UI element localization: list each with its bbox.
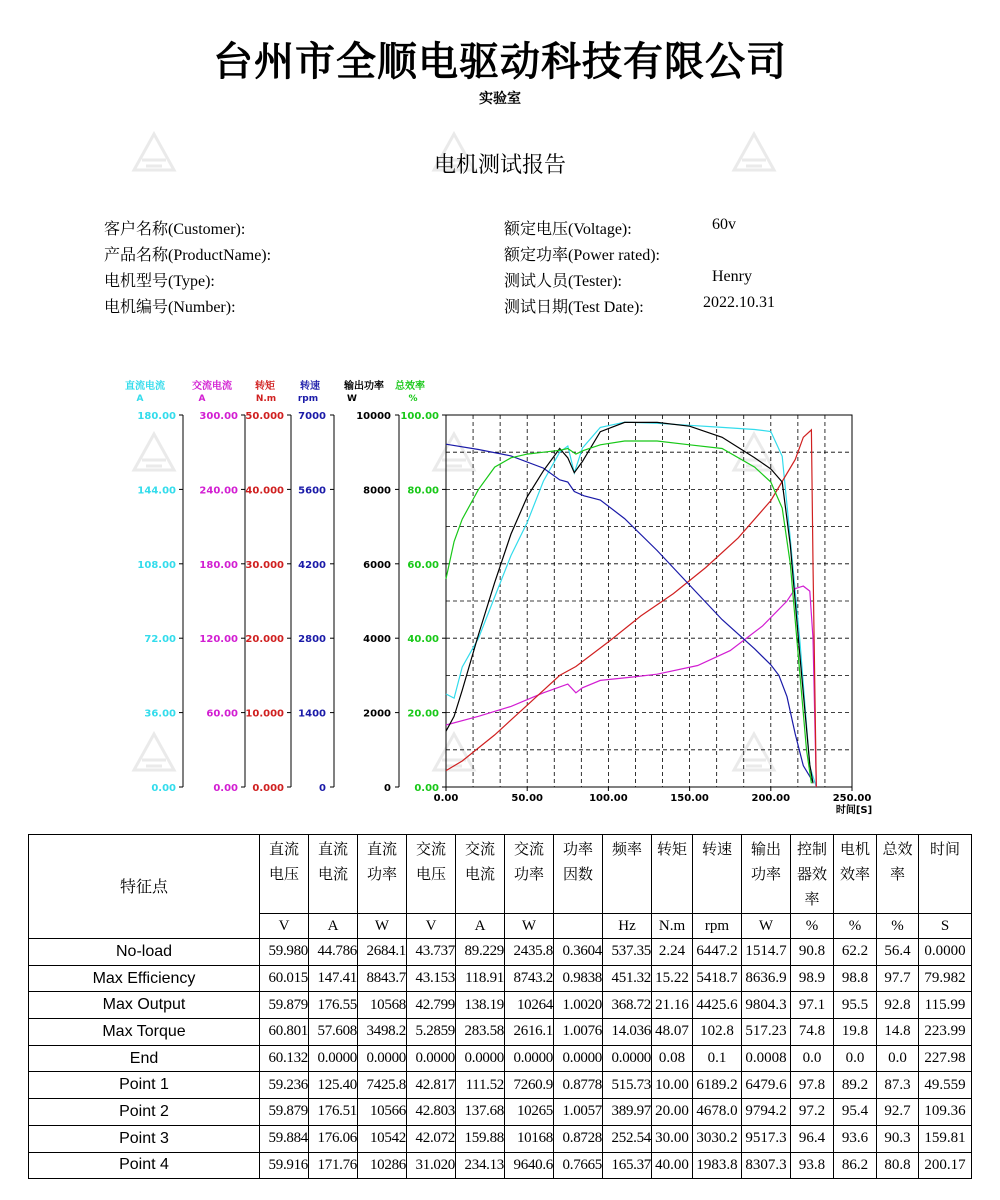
table-cell: 44.786 [309, 939, 358, 966]
table-cell: 0.7665 [554, 1152, 603, 1179]
axis-tick-label: 40.000 [245, 485, 284, 497]
table-header-row [29, 835, 972, 914]
table-cell: 79.982 [919, 965, 972, 992]
table-cell: 10265 [505, 1099, 554, 1126]
table-cell: 97.8 [791, 1072, 834, 1099]
row-label: Point 4 [29, 1152, 260, 1179]
row-label: No-load [29, 939, 260, 966]
axis-tick-label: 7000 [298, 411, 326, 422]
info-date-value: 2022.10.31 [703, 294, 775, 311]
column-header: 功率因数 [554, 835, 603, 914]
table-cell: 115.99 [919, 992, 972, 1019]
table-cell: 2684.1 [358, 939, 407, 966]
axis-tick-label: 30.000 [245, 559, 284, 571]
watermark-logo-icon [430, 130, 478, 178]
table-cell: 89.2 [834, 1072, 877, 1099]
table-row [29, 1099, 972, 1126]
table-cell: 42.803 [407, 1099, 456, 1126]
table-cell: 171.76 [309, 1152, 358, 1179]
table-cell: 0.0000 [554, 1045, 603, 1072]
table-cell: 0.8778 [554, 1072, 603, 1099]
axis-unit: rpm [297, 394, 319, 404]
row-label: Max Efficiency [29, 965, 260, 992]
column-header: 交流电流 [456, 835, 505, 914]
column-unit: V [260, 914, 309, 939]
table-cell: 515.73 [603, 1072, 652, 1099]
table-cell: 138.19 [456, 992, 505, 1019]
x-tick-label: 50.00 [511, 793, 544, 804]
axis-tick-label: 5600 [298, 485, 326, 497]
axis-tick-label: 1400 [298, 708, 326, 720]
table-cell: 159.88 [456, 1125, 505, 1152]
table-cell: 80.8 [877, 1152, 919, 1179]
series-line [446, 422, 816, 787]
table-label-header: 特征点 [29, 835, 260, 939]
x-tick-label: 200.00 [751, 793, 791, 804]
table-cell: 0.8728 [554, 1125, 603, 1152]
table-cell: 111.52 [456, 1072, 505, 1099]
table-cell: 227.98 [919, 1045, 972, 1072]
table-cell: 137.68 [456, 1099, 505, 1126]
watermark-logo-icon [730, 130, 778, 178]
table-cell: 0.0 [834, 1045, 877, 1072]
column-unit: W [742, 914, 791, 939]
axis-tick-label: 108.00 [137, 559, 176, 571]
column-unit [554, 914, 603, 939]
column-header: 转矩 [652, 835, 693, 914]
axis-tick-label: 6000 [363, 559, 391, 571]
table-cell: 21.16 [652, 992, 693, 1019]
table-cell: 200.17 [919, 1152, 972, 1179]
table-cell: 2616.1 [505, 1019, 554, 1046]
axis-tick-label: 100.00 [400, 411, 439, 422]
axis-title: 输出功率 [344, 381, 384, 392]
column-header: 频率 [603, 835, 652, 914]
axis-tick-label: 300.00 [199, 411, 238, 422]
axis-tick-label: 60.00 [206, 708, 238, 720]
table-cell: 176.06 [309, 1125, 358, 1152]
axis-title: 转速 [300, 381, 320, 392]
table-cell: 147.41 [309, 965, 358, 992]
table-row [29, 1019, 972, 1046]
x-tick-label: 0.00 [433, 793, 459, 804]
x-tick-label: 150.00 [670, 793, 709, 804]
axis-tick-label: 72.00 [144, 634, 176, 646]
table-cell: 125.40 [309, 1072, 358, 1099]
table-cell: 93.8 [791, 1152, 834, 1179]
info-customer-label: 客户名称(Customer): [104, 221, 246, 238]
row-label: Max Torque [29, 1019, 260, 1046]
table-cell: 6479.6 [742, 1072, 791, 1099]
table-cell: 74.8 [791, 1019, 834, 1046]
info-power-label: 额定功率(Power rated): [504, 247, 660, 264]
axis-tick-label: 144.00 [137, 485, 176, 497]
row-label: Point 1 [29, 1072, 260, 1099]
table-cell: 368.72 [603, 992, 652, 1019]
row-label: Point 3 [29, 1125, 260, 1152]
column-unit: % [834, 914, 877, 939]
table-cell: 87.3 [877, 1072, 919, 1099]
table-cell: 59.236 [260, 1072, 309, 1099]
table-cell: 97.2 [791, 1099, 834, 1126]
series-line [446, 441, 811, 783]
table-cell: 0.08 [652, 1045, 693, 1072]
x-tick-label: 100.00 [589, 793, 628, 804]
table-cell: 0.3604 [554, 939, 603, 966]
axis-tick-label: 10.000 [245, 708, 284, 720]
table-cell: 6447.2 [693, 939, 742, 966]
axis-tick-label: 10000 [356, 411, 391, 422]
table-cell: 10168 [505, 1125, 554, 1152]
column-unit: A [456, 914, 505, 939]
x-axis-label: 时间[S] [835, 805, 873, 816]
table-row [29, 1045, 972, 1072]
row-label: End [29, 1045, 260, 1072]
characteristic-table [28, 834, 972, 1179]
table-cell: 0.0000 [603, 1045, 652, 1072]
table-cell: 15.22 [652, 965, 693, 992]
table-row [29, 1072, 972, 1099]
column-header: 时间 [919, 835, 972, 914]
table-cell: 43.737 [407, 939, 456, 966]
table-cell: 0.0000 [358, 1045, 407, 1072]
column-header: 电机效率 [834, 835, 877, 914]
axis-tick-label: 80.00 [407, 485, 439, 497]
axis-title: 转矩 [255, 381, 275, 392]
table-cell: 9794.2 [742, 1099, 791, 1126]
table-cell: 3498.2 [358, 1019, 407, 1046]
watermark-logo-icon [130, 130, 178, 178]
table-cell: 252.54 [603, 1125, 652, 1152]
table-cell: 165.37 [603, 1152, 652, 1179]
table-cell: 0.0000 [407, 1045, 456, 1072]
axis-tick-label: 0 [319, 783, 326, 794]
report-title: 电机测试报告 [433, 153, 566, 178]
column-header: 直流电流 [309, 835, 358, 914]
table-cell: 95.5 [834, 992, 877, 1019]
column-unit: V [407, 914, 456, 939]
axis-tick-label: 2000 [363, 708, 391, 720]
table-cell: 7425.8 [358, 1072, 407, 1099]
chart-svg [0, 370, 1000, 820]
column-header: 交流功率 [505, 835, 554, 914]
table-cell: 59.980 [260, 939, 309, 966]
table-cell: 8636.9 [742, 965, 791, 992]
series-line [446, 430, 816, 787]
table-cell: 89.229 [456, 939, 505, 966]
axis-title: 直流电流 [125, 381, 165, 392]
table-cell: 8843.7 [358, 965, 407, 992]
axis-tick-label: 50.000 [245, 411, 284, 422]
table-cell: 10.00 [652, 1072, 693, 1099]
table-cell: 42.817 [407, 1072, 456, 1099]
table-cell: 90.8 [791, 939, 834, 966]
table-cell: 56.4 [877, 939, 919, 966]
info-voltage-label: 额定电压(Voltage): [504, 221, 632, 238]
info-voltage-value: 60v [712, 216, 736, 233]
table-cell: 283.58 [456, 1019, 505, 1046]
info-date-label: 测试日期(Test Date): [504, 299, 644, 316]
table-cell: 4425.6 [693, 992, 742, 1019]
table-cell: 97.7 [877, 965, 919, 992]
axis-tick-label: 2800 [298, 634, 326, 646]
table-cell: 97.1 [791, 992, 834, 1019]
table-cell: 159.81 [919, 1125, 972, 1152]
axis-tick-label: 180.00 [137, 411, 176, 422]
table-cell: 109.36 [919, 1099, 972, 1126]
table-cell: 19.8 [834, 1019, 877, 1046]
table-cell: 9804.3 [742, 992, 791, 1019]
axis-unit: W [347, 394, 357, 404]
axis-tick-label: 4200 [298, 559, 326, 571]
table-cell: 176.51 [309, 1099, 358, 1126]
table-cell: 43.153 [407, 965, 456, 992]
table-cell: 537.35 [603, 939, 652, 966]
column-header: 直流功率 [358, 835, 407, 914]
series-line [446, 444, 813, 782]
table-cell: 10542 [358, 1125, 407, 1152]
row-label: Point 2 [29, 1099, 260, 1126]
table-cell: 48.07 [652, 1019, 693, 1046]
table-cell: 14.8 [877, 1019, 919, 1046]
column-unit: % [791, 914, 834, 939]
table-cell: 0.0000 [505, 1045, 554, 1072]
table-cell: 60.801 [260, 1019, 309, 1046]
table-cell: 30.00 [652, 1125, 693, 1152]
column-header: 交流电压 [407, 835, 456, 914]
table-row [29, 1152, 972, 1179]
table-cell: 49.559 [919, 1072, 972, 1099]
table-cell: 1.0076 [554, 1019, 603, 1046]
table-cell: 0.0000 [309, 1045, 358, 1072]
axis-tick-label: 0.00 [151, 783, 176, 794]
table-cell: 389.97 [603, 1099, 652, 1126]
axis-tick-label: 60.00 [407, 559, 439, 571]
table-cell: 59.879 [260, 1099, 309, 1126]
axis-tick-label: 120.00 [199, 634, 238, 646]
info-type-label: 电机型号(Type): [104, 273, 215, 290]
column-header: 总效率 [877, 835, 919, 914]
table-cell: 59.879 [260, 992, 309, 1019]
table-row [29, 939, 972, 966]
axis-tick-label: 20.00 [407, 708, 439, 720]
table-cell: 102.8 [693, 1019, 742, 1046]
table-cell: 0.0000 [919, 939, 972, 966]
table-cell: 9640.6 [505, 1152, 554, 1179]
info-tester-label: 测试人员(Tester): [504, 273, 622, 290]
table-cell: 517.23 [742, 1019, 791, 1046]
table-cell: 59.884 [260, 1125, 309, 1152]
table-cell: 1.0020 [554, 992, 603, 1019]
table-cell: 1514.7 [742, 939, 791, 966]
table-cell: 5418.7 [693, 965, 742, 992]
table-cell: 42.799 [407, 992, 456, 1019]
column-unit: W [358, 914, 407, 939]
column-header: 直流电压 [260, 835, 309, 914]
column-unit: W [505, 914, 554, 939]
table-row [29, 965, 972, 992]
axis-tick-label: 180.00 [199, 559, 238, 571]
row-label: Max Output [29, 992, 260, 1019]
table-cell: 59.916 [260, 1152, 309, 1179]
axis-tick-label: 0.000 [252, 783, 284, 794]
table-row [29, 1125, 972, 1152]
column-unit: A [309, 914, 358, 939]
column-unit: % [877, 914, 919, 939]
axis-tick-label: 0.00 [213, 783, 238, 794]
table-cell: 10566 [358, 1099, 407, 1126]
axis-tick-label: 36.00 [144, 708, 176, 720]
table-cell: 42.072 [407, 1125, 456, 1152]
axis-title: 交流电流 [192, 381, 232, 392]
table-cell: 60.132 [260, 1045, 309, 1072]
info-number-label: 电机编号(Number): [104, 299, 236, 316]
table-cell: 118.91 [456, 965, 505, 992]
table-cell: 9517.3 [742, 1125, 791, 1152]
table-cell: 223.99 [919, 1019, 972, 1046]
info-product-label: 产品名称(ProductName): [104, 247, 272, 264]
column-header: 转速 [693, 835, 742, 914]
table-cell: 92.7 [877, 1099, 919, 1126]
table-cell: 86.2 [834, 1152, 877, 1179]
table-cell: 92.8 [877, 992, 919, 1019]
series-line [446, 586, 816, 787]
axis-title: 总效率 [395, 381, 425, 392]
table-cell: 1983.8 [693, 1152, 742, 1179]
table-cell: 93.6 [834, 1125, 877, 1152]
table-cell: 7260.9 [505, 1072, 554, 1099]
table-cell: 40.00 [652, 1152, 693, 1179]
axis-tick-label: 240.00 [199, 485, 238, 497]
table-cell: 10264 [505, 992, 554, 1019]
table-cell: 57.608 [309, 1019, 358, 1046]
axis-unit: A [136, 394, 144, 404]
info-tester-value: Henry [712, 268, 752, 285]
company-name: 台州市全顺电驱动科技有限公司 [213, 39, 787, 85]
axis-tick-label: 0.00 [414, 783, 439, 794]
table-row [29, 992, 972, 1019]
table-cell: 90.3 [877, 1125, 919, 1152]
column-header: 控制器效率 [791, 835, 834, 914]
table-cell: 14.036 [603, 1019, 652, 1046]
axis-tick-label: 8000 [363, 485, 391, 497]
table-cell: 234.13 [456, 1152, 505, 1179]
table-cell: 1.0057 [554, 1099, 603, 1126]
x-tick-label: 250.00 [832, 793, 872, 804]
column-unit: S [919, 914, 972, 939]
table-cell: 2435.8 [505, 939, 554, 966]
axis-unit: A [198, 394, 206, 404]
table-cell: 98.9 [791, 965, 834, 992]
column-header: 输出功率 [742, 835, 791, 914]
axis-tick-label: 40.00 [407, 634, 439, 646]
table-cell: 95.4 [834, 1099, 877, 1126]
table-cell: 60.015 [260, 965, 309, 992]
table-cell: 10286 [358, 1152, 407, 1179]
table-cell: 3030.2 [693, 1125, 742, 1152]
table-cell: 20.00 [652, 1099, 693, 1126]
table-cell: 96.4 [791, 1125, 834, 1152]
table-cell: 10568 [358, 992, 407, 1019]
table-cell: 8307.3 [742, 1152, 791, 1179]
table-cell: 0.0008 [742, 1045, 791, 1072]
column-unit: N.m [652, 914, 693, 939]
department-label: 实验室 [479, 91, 521, 107]
axis-unit: N.m [255, 394, 277, 404]
table-cell: 98.8 [834, 965, 877, 992]
table-cell: 4678.0 [693, 1099, 742, 1126]
axis-tick-label: 20.000 [245, 634, 284, 646]
table-cell: 62.2 [834, 939, 877, 966]
table-cell: 451.32 [603, 965, 652, 992]
column-unit: Hz [603, 914, 652, 939]
table-cell: 6189.2 [693, 1072, 742, 1099]
table-cell: 0.0 [791, 1045, 834, 1072]
table-cell: 0.1 [693, 1045, 742, 1072]
axis-tick-label: 0 [384, 783, 391, 794]
table-cell: 8743.2 [505, 965, 554, 992]
table-cell: 31.020 [407, 1152, 456, 1179]
column-unit: rpm [693, 914, 742, 939]
axis-tick-label: 4000 [363, 634, 391, 646]
table-cell: 0.9838 [554, 965, 603, 992]
test-chart [0, 370, 1000, 820]
axis-unit: % [408, 394, 418, 404]
table-cell: 2.24 [652, 939, 693, 966]
table-cell: 0.0000 [456, 1045, 505, 1072]
table-cell: 176.55 [309, 992, 358, 1019]
table-cell: 5.2859 [407, 1019, 456, 1046]
table-cell: 0.0 [877, 1045, 919, 1072]
